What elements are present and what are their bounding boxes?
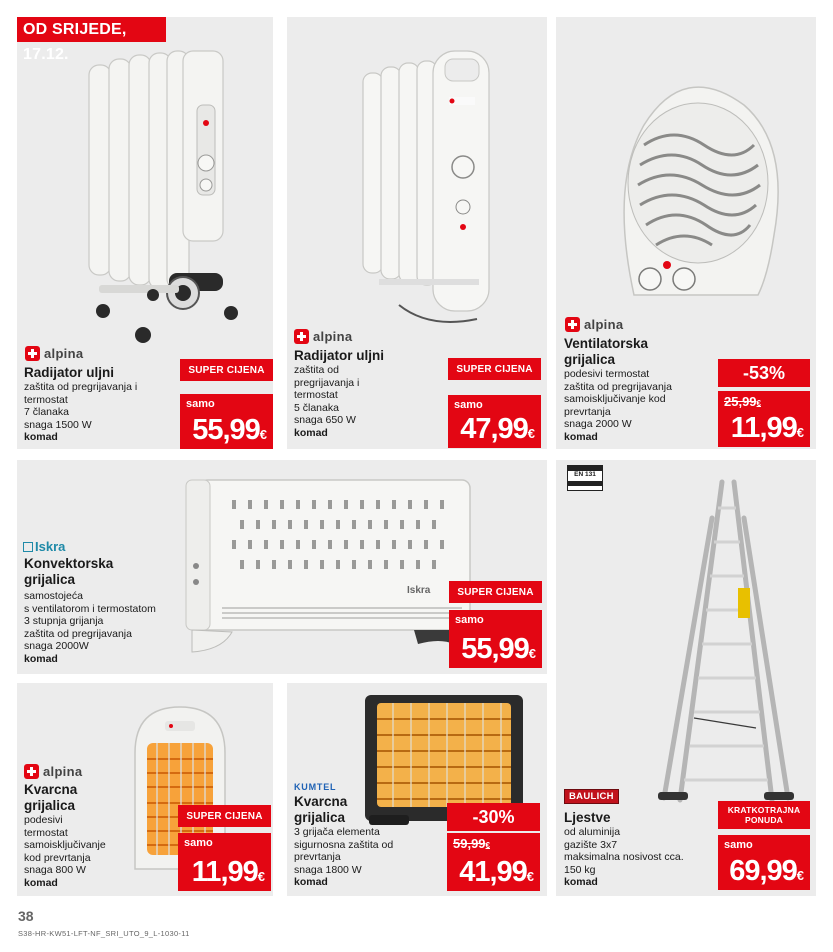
currency: € (796, 868, 804, 883)
discount-badge: -53% (718, 359, 810, 387)
currency: € (796, 425, 804, 440)
desc-line: kod prevrtanja (24, 851, 91, 864)
price-value: 55,99 (192, 414, 260, 446)
desc-line: maksimalna nosivost cca. (564, 851, 684, 864)
swiss-cross-icon (25, 346, 40, 361)
product-name (24, 556, 113, 588)
iskra-square-icon (23, 542, 33, 552)
old-price-value: 59,99 (453, 836, 486, 851)
brand-label: alpina (44, 345, 84, 361)
price-value: 47,99 (460, 413, 528, 445)
desc-line: zaštita od pregrijavanja i (24, 381, 138, 393)
currency: € (257, 869, 265, 884)
alpina-logo (565, 316, 623, 332)
discount-badge: -30% (447, 803, 540, 831)
super-price-tag: SUPER CIJENA (448, 358, 541, 380)
name-line: Radijator uljni (24, 365, 115, 380)
name-line: Kvarcna (24, 782, 78, 797)
fan-heater-image (604, 65, 784, 305)
short-offer-text: KRATKOTRAJNA PONUDA (727, 805, 801, 825)
certification-label (567, 465, 603, 491)
desc-line: 7 članaka (24, 406, 69, 419)
name-line: Ventilatorska (564, 336, 649, 351)
price (731, 412, 804, 445)
unit-label: komad (294, 876, 328, 889)
currency: € (526, 869, 534, 884)
currency: € (756, 399, 761, 408)
old-price-value: 25,99 (724, 394, 757, 409)
page-number: 38 (18, 908, 34, 924)
samo-label: samo (454, 399, 483, 411)
product-card-radiator-7[interactable] (17, 17, 273, 449)
price-box (448, 395, 541, 448)
name-line: grijalica (24, 572, 76, 587)
product-description (24, 814, 106, 890)
desc-line: samoisključivanje kod (564, 393, 666, 406)
product-card-radiator-5[interactable] (287, 17, 547, 449)
super-price-tag: SUPER CIJENA (180, 359, 273, 381)
price-box (718, 391, 810, 447)
desc-line: zaštita od (294, 364, 339, 376)
name-line: grijalica (24, 798, 76, 813)
super-price-tag: SUPER CIJENA (178, 805, 271, 827)
ladder-image (656, 478, 796, 803)
desc-line: sigurnosna zaštita od (294, 838, 394, 851)
desc-line: prevrtanja (294, 851, 341, 864)
product-name (294, 794, 347, 826)
oil-radiator-small-image (359, 47, 499, 337)
product-card-quartz-kumtel[interactable] (287, 683, 547, 896)
swiss-cross-icon (24, 764, 39, 779)
name-line: Konvektorska (24, 556, 114, 571)
desc-line: termostat (294, 389, 338, 402)
desc-line: 3 stupnja grijanja (24, 615, 104, 628)
desc-line: samoisključivanje (24, 839, 106, 852)
product-description (564, 368, 672, 444)
product-description (294, 364, 359, 440)
brand-label: alpina (43, 763, 83, 779)
samo-label: samo (184, 837, 213, 849)
price-value: 11,99 (191, 856, 258, 888)
desc-line: gazište 3x7 (564, 838, 618, 851)
desc-line: 150 kg (564, 863, 596, 876)
swiss-cross-icon (565, 317, 580, 332)
baulich-logo: BAULICH (564, 789, 619, 804)
price-value: 69,99 (729, 855, 797, 887)
desc-line: snaga 1800 W (294, 863, 362, 876)
desc-line: snaga 800 W (24, 864, 86, 877)
kumtel-logo: KUMTEL (294, 782, 337, 792)
product-description (294, 826, 393, 889)
product-card-quartz-alpina[interactable] (17, 683, 273, 896)
iskra-logo (23, 539, 65, 554)
product-name (24, 782, 77, 814)
name-line: Kvarcna (294, 794, 348, 809)
desc-line: zaštita od pregrijavanja (564, 380, 672, 393)
unit-label: komad (24, 431, 58, 444)
desc-line: prevrtanja (564, 405, 611, 418)
price (729, 855, 804, 888)
alpina-logo (294, 328, 352, 344)
price-box (180, 394, 273, 449)
product-card-ladder[interactable] (556, 460, 816, 896)
desc-line: 3 grijača elementa (294, 826, 380, 838)
desc-line: podesivi termostat (564, 368, 650, 380)
desc-line: samostojeća (24, 590, 83, 602)
price (460, 413, 535, 446)
samo-label: samo (455, 614, 484, 626)
product-name (564, 336, 648, 368)
desc-line: snaga 1500 W (24, 418, 92, 431)
price-value: 11,99 (730, 412, 797, 444)
name-line: Ljestve (564, 810, 611, 825)
convector-heater-image (182, 472, 482, 667)
brand-label: Iskra (35, 539, 66, 554)
unit-label: komad (564, 876, 598, 889)
desc-line: termostat (24, 393, 68, 406)
catalog-code: S38-HR-KW51-LFT-NF_SRI_UTO_9_L-1030-11 (18, 929, 190, 938)
unit-label: komad (24, 876, 58, 889)
product-description (24, 590, 156, 666)
old-price (724, 394, 761, 409)
brand-label: alpina (313, 328, 353, 344)
samo-label: samo (186, 398, 215, 410)
price-box (718, 835, 810, 890)
date-banner: OD SRIJEDE, 17.12. (17, 17, 166, 42)
unit-label: komad (24, 652, 58, 665)
super-price-tag: SUPER CIJENA (449, 581, 542, 603)
product-card-fan-heater[interactable] (556, 17, 816, 449)
desc-line: termostat (24, 826, 68, 839)
price (192, 856, 265, 889)
desc-line: podesivi (24, 814, 63, 826)
swiss-cross-icon (294, 329, 309, 344)
unit-label: komad (294, 426, 328, 439)
samo-label: samo (724, 839, 753, 851)
product-description (24, 381, 137, 444)
currency: € (527, 426, 535, 441)
desc-line: snaga 650 W (294, 414, 356, 427)
price-box (449, 610, 542, 668)
currency: € (485, 841, 490, 850)
price (192, 414, 267, 447)
device-brand-label: Iskra (407, 585, 431, 596)
oil-radiator-image (79, 45, 249, 375)
currency: € (528, 646, 536, 661)
currency: € (259, 427, 267, 442)
brand-label: alpina (584, 316, 624, 332)
product-name (294, 348, 384, 364)
cert-text: EN 131 (574, 471, 596, 478)
product-name (564, 810, 611, 826)
product-card-convector[interactable] (17, 460, 547, 674)
old-price (453, 836, 490, 851)
price-box (447, 833, 540, 891)
name-line: Radijator uljni (294, 348, 385, 363)
product-description (564, 826, 684, 889)
price (461, 633, 536, 666)
desc-line: zaštita od pregrijavanja (24, 627, 132, 640)
alpina-logo (25, 345, 83, 361)
product-name (24, 365, 114, 381)
short-offer-tag (718, 801, 810, 829)
alpina-logo (24, 763, 82, 779)
desc-line: s ventilatorom i termostatom (24, 602, 156, 615)
name-line: grijalica (294, 810, 346, 825)
desc-line: snaga 2000W (24, 640, 89, 653)
desc-line: 5 članaka (294, 401, 339, 414)
unit-label: komad (564, 430, 598, 443)
cert-bar (568, 481, 602, 486)
price (459, 856, 534, 889)
desc-line: pregrijavanja i (294, 376, 360, 389)
name-line: grijalica (564, 352, 616, 367)
price-value: 55,99 (461, 633, 529, 665)
desc-line: snaga 2000 W (564, 418, 632, 431)
price-box (178, 833, 271, 891)
desc-line: od aluminija (564, 826, 621, 838)
price-value: 41,99 (459, 856, 527, 888)
